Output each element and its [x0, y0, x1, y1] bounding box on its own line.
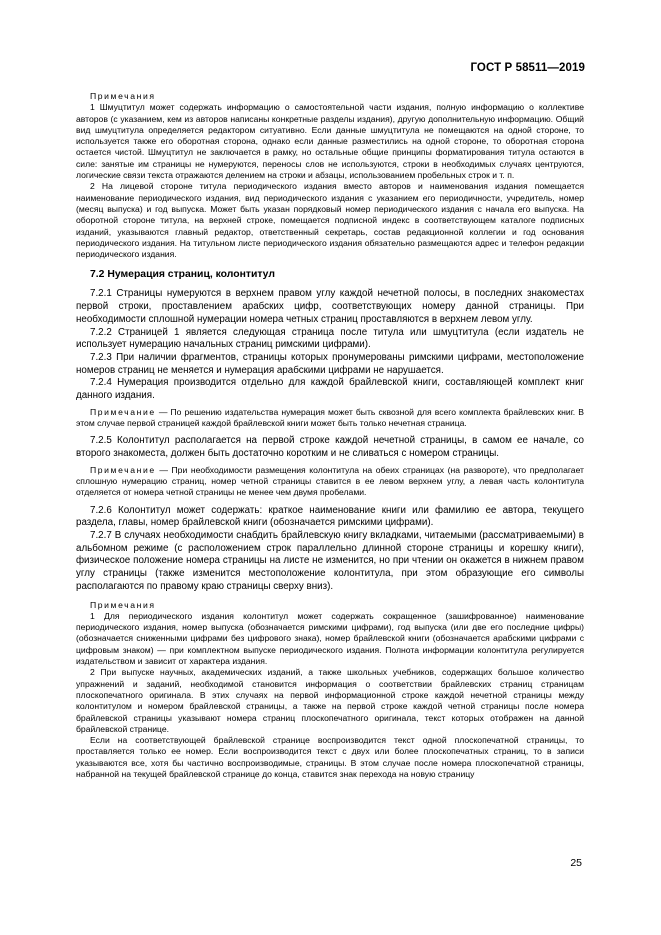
paragraph-7-2-2: 7.2.2 Страницей 1 является следующая страница после титула или шмуцтитула (если издатель не использует нумерацию начальных страниц римскими цифрами). — [76, 326, 584, 351]
paragraph-7-2-3: 7.2.3 При наличии фрагментов, страницы которых пронумерованы римскими цифрами, местоположение номеров страниц не меняется и нумерация арабскими цифрами не нарушается. — [76, 351, 584, 376]
note-7-2-4 — [76, 407, 584, 430]
note-text: — При необходимости размещения колонтитула на обеих страницах (на развороте), что предполагает сплошную нумерацию страниц, номер четной страницы ставится в ее левом верхнем углу, а левая часть колонтитула отделяется от номера четной страницы не менее чем двумя пробелами. — [76, 464, 584, 498]
paragraph-7-2-4: 7.2.4 Нумерация производится отдельно для каждой брайлевской книги, составляющей комплект книг данного издания. — [76, 377, 584, 402]
note-7-2-5 — [76, 465, 584, 499]
page-content — [76, 91, 584, 780]
section-title: 7.2 Нумерация страниц, колонтитул — [90, 269, 275, 281]
paragraph-7-2-1: 7.2.1 Страницы нумеруются в верхнем правом углу каждой нечетной полосы, в последних знакоместах первой строки, проставлением арабских цифр, соответствующих номеру данной страницы. При необходимости сплошной нумерации номера четных страниц проставляются в верхнем левом углу. — [76, 288, 584, 325]
page-number: 25 — [570, 857, 582, 869]
note-item: Если на соответствующей брайлевской странице воспроизводится текст одной плоскопечатной страницы, то проставляется только ее номер. Если воспроизводится текст с двух или более плоскопечатных страниц, то в записи указываются все, хотя бы частично воспроизводимые, страницы. В этом случае после номера плоскопечатной страницы, набранной на текущей брайлевской странице до конца, ставится знак перехода на новую страницу — [76, 735, 584, 780]
paragraph-7-2-5: 7.2.5 Колонтитул располагается на первой строке каждой нечетной страницы, в самом ее начале, со второго знакоместа, должен быть достаточно коротким и не сливаться с номером страницы. — [76, 435, 584, 460]
paragraph-7-2-6: 7.2.6 Колонтитул может содержать: краткое наименование книги или фамилию ее автора, текущего раздела, главы, номер брайлевской книги (обозначается римскими цифрами). — [76, 504, 584, 529]
note-label: Примечание — [90, 464, 156, 475]
paragraph-7-2-7: 7.2.7 В случаях необходимости снабдить брайлевскую книгу вкладками, читаемыми (рассматриваемыми) в альбомном режиме (с расположением строк параллельно длинной стороне страницы и корешку книги), физическое положение номера страницы на листе не изменится, но при чтении он окажется в нижнем правом углу страницы (также изменится местоположение колонтитула, при этом образующие его символы располагаются по правому краю страницы сверху вниз). — [76, 530, 584, 592]
note-text: — По решению издательства нумерация может быть сквозной для всего комплекта брайлевских книг. В этом случае первой страницей каждой брайлевской книги может быть только нечетная страница. — [76, 406, 584, 429]
notes-block-2 — [76, 600, 584, 781]
notes-heading: Примечания — [90, 91, 156, 101]
note-label: Примечание — [90, 406, 156, 417]
notes-heading: Примечания — [90, 599, 156, 610]
note-item: 2 На лицевой стороне титула периодического издания вместо авторов и наименования издания помещается наименование периодического издания, вид периодического издания с указанием его периодичности, учредитель, номер (месяц выпуска) и год выпуска. Может быть указан порядковый номер периодического издания с начала его выпуска. На оборотной стороне титула, на верхней строке, помещается подписной индекс в соответствующем каталоге подписных изданий, указываются главный редактор, ответственный секретарь, состав редакционной коллегии и год основания периодического издания. На титульном листе периодического издания обязательно размещаются адрес и телефон редакции периодического издания. — [76, 181, 584, 260]
note-item: 2 При выпуске научных, академических изданий, а также школьных учебников, содержащих большое количество упражнений и заданий, необходимой становится информация о соответствии брайлевских страниц страницам плоскопечатного оригинала. В этих случаях на первой информационной строке каждой нечетной страницы между колонтитулом и номером брайлевской страницы, а также на первой строке каждой четной страницы после номера брайлевской страницы указывают номера страниц плоскопечатного оригинала, текст которых отображен на данной брайлевской странице. — [76, 667, 584, 734]
note-item: 1 Шмуцтитул может содержать информацию о самостоятельной части издания, полную информацию о коллективе авторов (с указанием, кем из авторов написаны конкретные разделы издания), другую дополнительную информацию. Общий вид шмуцтитула определяется редактором ситуативно. Если данные шмуцтитула не помещаются на одной стороне, то используется также его оборотная сторона, однако если данные разместились на одной стороне, то оборотная сторона остается чистой. Шмуцтитул не заключается в рамку, но остальные общие принципы форматирования титула остаются в силе: занятые им страницы не нумеруются, переносы слов не используются, строки в необходимых случаях центруются, логические связи текста отражаются делением на строки и абзацы, использованием пробельных строк и т. п. — [76, 102, 584, 181]
notes-block-1 — [76, 91, 584, 260]
note-item: 1 Для периодического издания колонтитул может содержать сокращенное (зашифрованное) наименование периодического издания, номер выпуска (обозначается римскими цифрами), год выпуска (или две его последние цифры) (обозначается сниженными цифрами без цифрового знака), номер брайлевской книги (обозначается арабскими цифрами с цифровым знаком) — при комплектном выпуске периодического издания. Полнота информации колонтитула регулируется издательством и зависит от характера издания. — [76, 610, 584, 667]
standard-header: ГОСТ Р 58511—2019 — [470, 62, 585, 74]
